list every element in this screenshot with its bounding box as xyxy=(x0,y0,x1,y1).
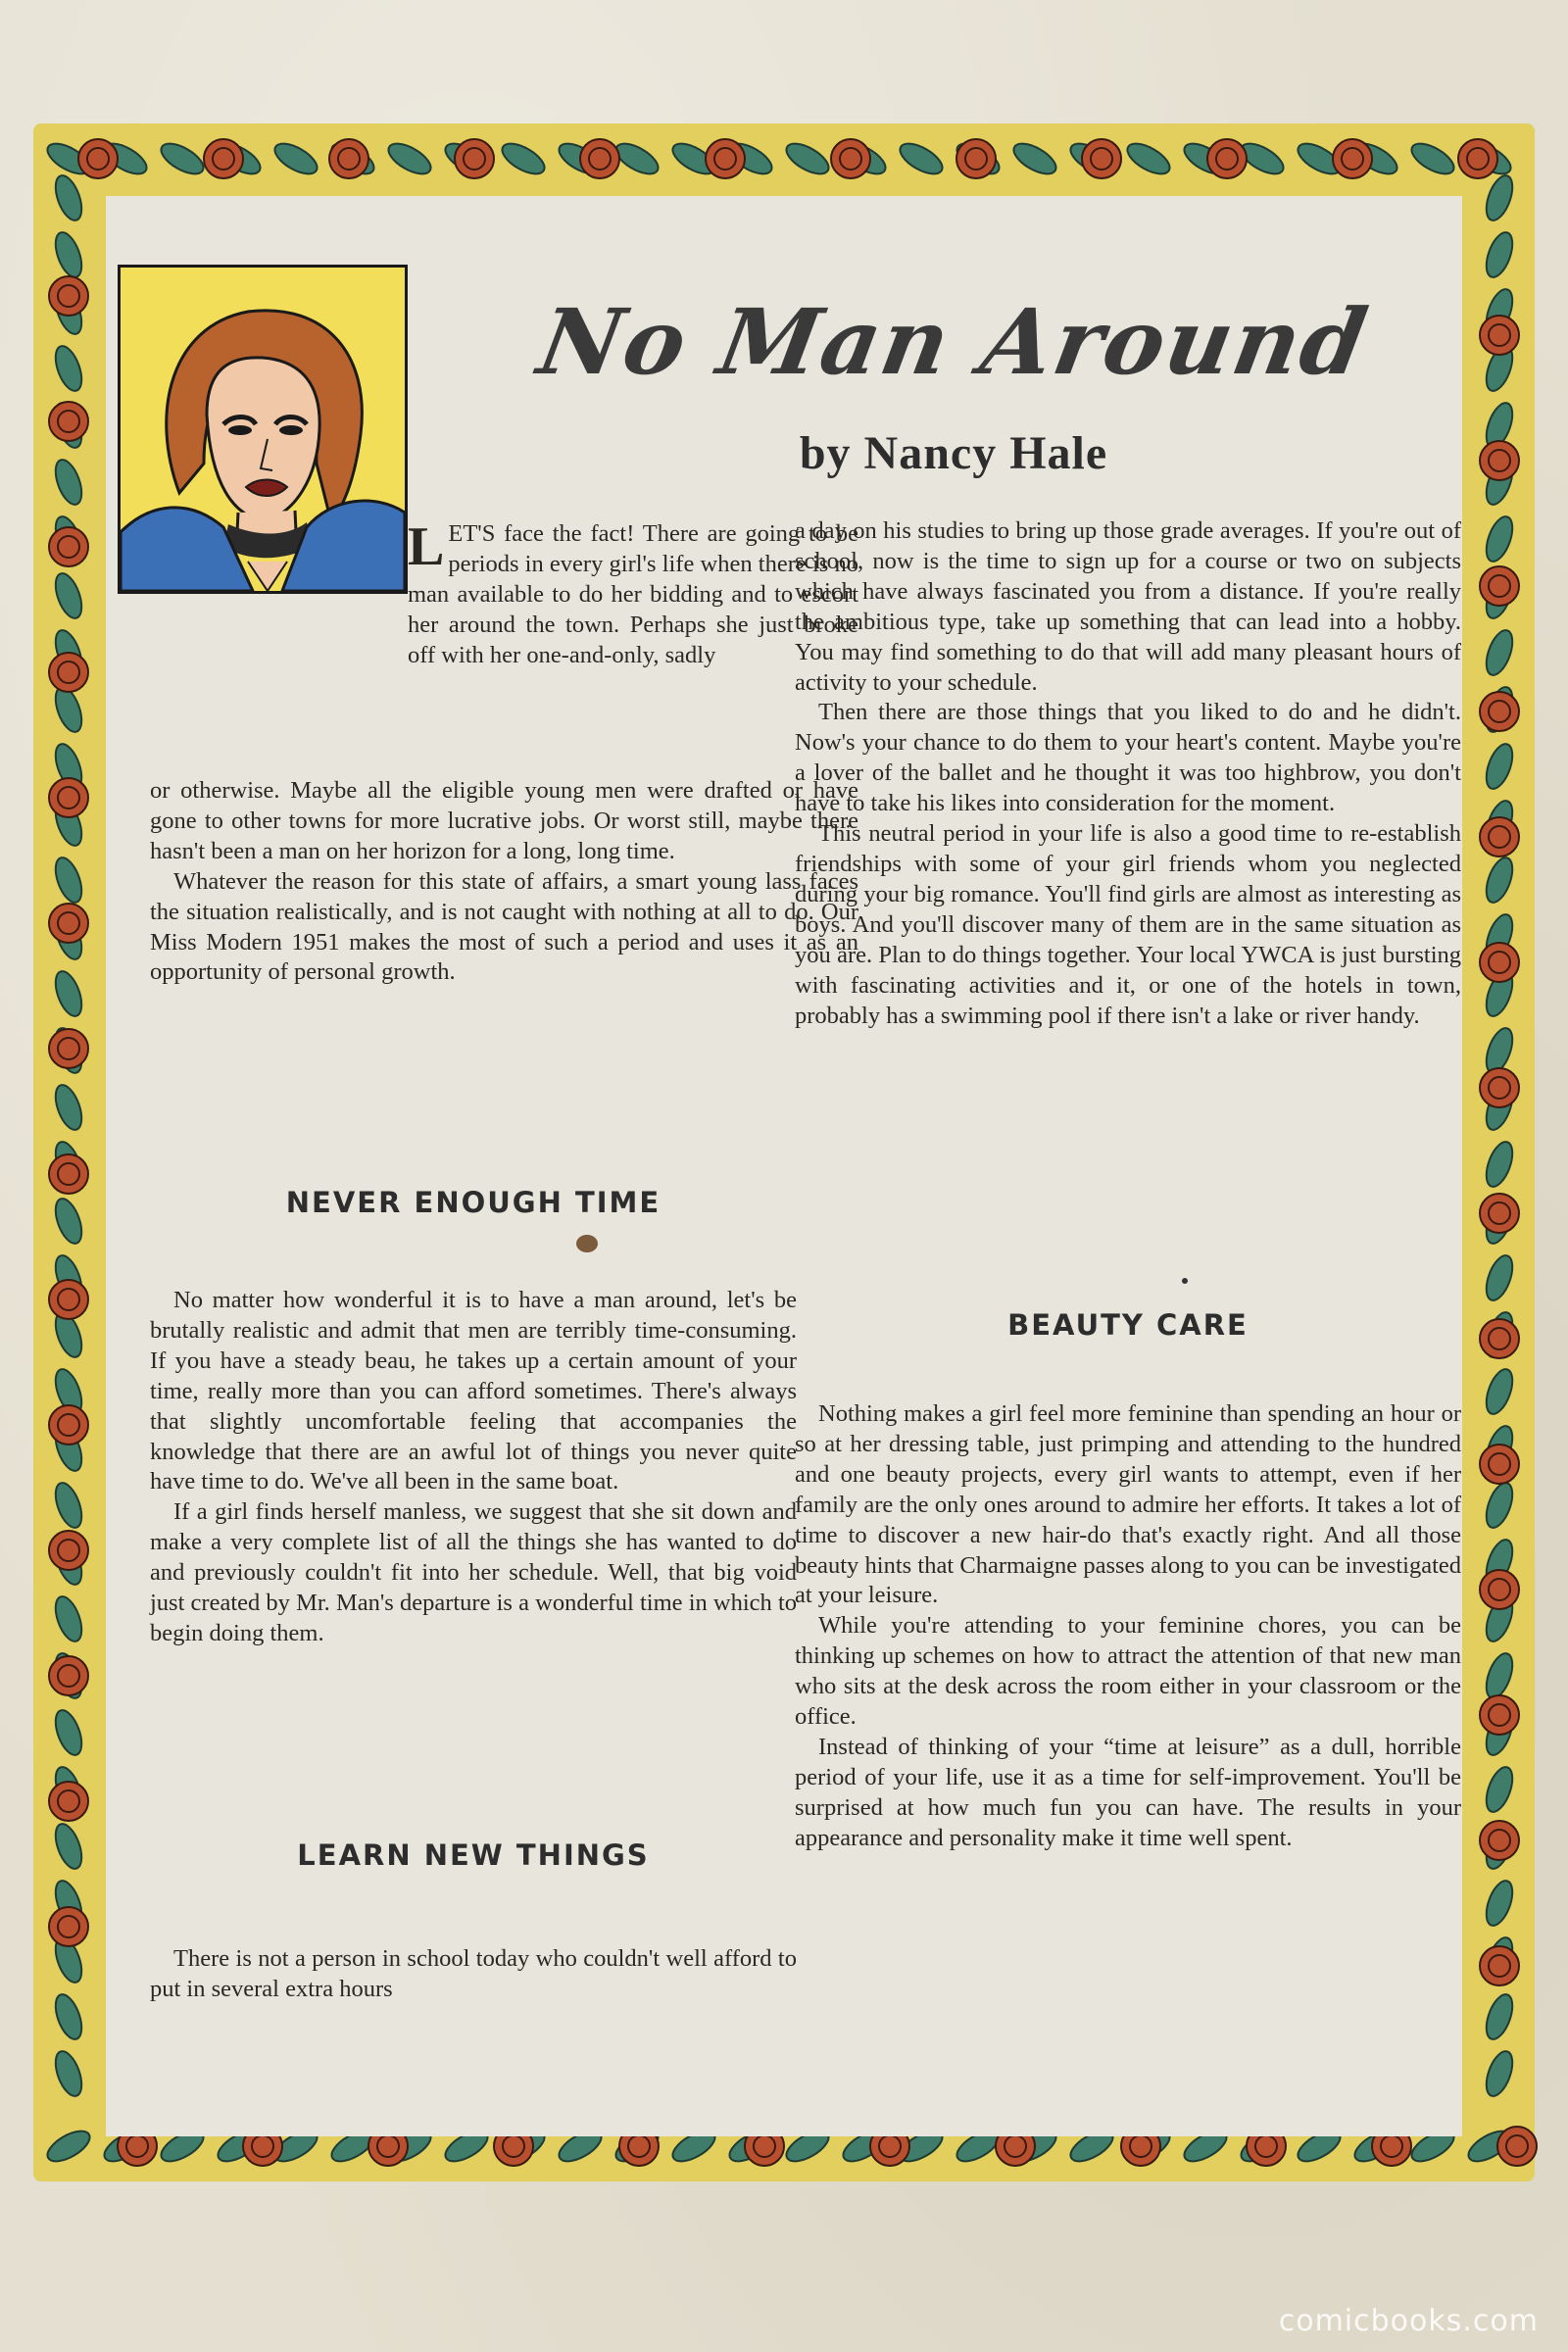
rose-icon xyxy=(49,276,88,316)
rose-icon xyxy=(78,139,118,178)
section1-paragraph-1: No matter how wonderful it is to have a man around, let's be brutally realistic and admit that men are terribly time-consuming. If you have a steady beau, he takes up a certain amount of your time, really more than you can afford sometimes. There's always that slightly uncomfortable feeling that accompanies the knowledge that there are an awful lot of things you never quite have time to do. We've all been in the same boat. xyxy=(150,1287,797,1495)
section2-paragraph-1: There is not a person in school today who couldn't well afford to put in several extra hours xyxy=(150,1945,797,2002)
rose-icon xyxy=(49,1907,88,1946)
rose-icon xyxy=(1480,1695,1519,1735)
rose-icon xyxy=(49,1154,88,1194)
article-title: No Man Around xyxy=(530,289,1377,395)
section-heading-beauty-care: BEAUTY CARE xyxy=(1007,1308,1249,1342)
rose-icon xyxy=(1480,441,1519,480)
section-learn-new-things-body xyxy=(150,1944,797,2005)
section1-paragraph-2: If a girl finds herself manless, we suggest that she sit down and make a very complete list of all the things she has wanted to do and previously couldn't fit into her schedule. Well, that big void just created by Mr. Man's departure is a wonderful time in which to begin doing them. xyxy=(150,1498,797,1646)
section-beauty-care-body xyxy=(795,1399,1461,1854)
rose-icon xyxy=(49,1656,88,1695)
rose-icon xyxy=(1082,139,1121,178)
rose-icon xyxy=(1480,943,1519,982)
rose-icon xyxy=(49,1029,88,1068)
site-watermark: comicbooks.com xyxy=(1278,2304,1539,2338)
rose-icon xyxy=(49,778,88,817)
rose-icon xyxy=(1480,1946,1519,1985)
rose-icon xyxy=(1480,1194,1519,1233)
rose-icon xyxy=(1480,1445,1519,1484)
rose-icon xyxy=(49,1782,88,1821)
section3-paragraph-3: Instead of thinking of your “time at leisure” as a dull, horrible period of your life, use it as a time for self-improvement. You'll be surprised at how much fun you can have. The results in your appearance and personality make it time well spent. xyxy=(795,1733,1461,1851)
left-column-lead xyxy=(150,776,858,988)
rose-icon xyxy=(1480,817,1519,857)
rose-icon xyxy=(1480,1319,1519,1358)
rose-icon xyxy=(455,139,494,178)
rose-icon xyxy=(1480,566,1519,606)
section-heading-learn-new-things: LEARN NEW THINGS xyxy=(297,1838,650,1872)
intro-text: ET'S face the fact! There are going to be periods in every girl's life when there is no man available to do her bidding and to escort her around the town. Perhaps she just broke off with her one-and-only, sadly xyxy=(408,520,858,668)
rose-icon xyxy=(1207,139,1247,178)
drop-cap: L xyxy=(408,516,445,577)
rose-icon xyxy=(1480,1821,1519,1860)
rose-icon xyxy=(49,1405,88,1445)
right-paragraph-3: This neutral period in your life is also a good time to re-establish friendships with some of your girl friends whom you neglected during your big romance. You'll find girls are almost as interesting as boys. And you'll discover many of them are in the same situation as you are. Plan to do things together. Your local YWCA is just bursting with fascinating activities and it, or one of the hotels in town, probably has a swimming pool if there isn't a lake or river handy. xyxy=(795,820,1461,1029)
rose-icon xyxy=(956,139,996,178)
rose-icon xyxy=(49,1531,88,1570)
section-heading-never-enough-time: NEVER ENOUGH TIME xyxy=(285,1186,662,1219)
article-byline: by Nancy Hale xyxy=(799,427,1108,479)
rose-icon xyxy=(580,139,619,178)
rose-icon xyxy=(204,139,243,178)
rose-icon xyxy=(49,904,88,943)
rose-icon xyxy=(329,139,368,178)
woman-portrait xyxy=(118,265,408,594)
rose-icon xyxy=(49,653,88,692)
rose-icon xyxy=(1497,2127,1537,2166)
article-panel xyxy=(106,196,1462,2136)
ink-spot xyxy=(576,1235,598,1252)
right-column-lead xyxy=(795,516,1461,1031)
rose-icon xyxy=(1480,1570,1519,1609)
section-never-enough-time-body xyxy=(150,1286,797,1649)
left-paragraph-2: Whatever the reason for this state of affairs, a smart young lass faces the situation realistically, and is not caught with nothing at all to do. Our Miss Modern 1951 makes the most of such a period and uses it as an opportunity of personal growth. xyxy=(150,867,858,986)
intro-paragraph xyxy=(408,516,858,671)
rose-icon xyxy=(49,1280,88,1319)
left-paragraph-1: or otherwise. Maybe all the eligible young men were drafted or have gone to other towns for more lucrative jobs. Or worst still, maybe there hasn't been a man on her horizon for a long, long time. xyxy=(150,777,858,864)
section3-paragraph-2: While you're attending to your feminine chores, you can be thinking up schemes on how to attract the attention of that new man who sits at the desk across the room either in your classroom or the office. xyxy=(795,1612,1461,1731)
rose-icon xyxy=(49,527,88,566)
rose-icon xyxy=(1333,139,1372,178)
rose-icon xyxy=(1480,692,1519,731)
right-paragraph-1: a day on his studies to bring up those grade averages. If you're out of school, now is the time to sign up for a course or two on subjects which have always fascinated you from a distance. If you're really the ambitious type, take up something that can lead into a hobby. You may find something to do that will add many pleasant hours of activity to your schedule. xyxy=(795,517,1461,696)
rose-icon xyxy=(49,402,88,441)
rose-icon xyxy=(831,139,870,178)
rose-icon xyxy=(1458,139,1497,178)
woman-portrait-illustration xyxy=(121,268,405,591)
section3-paragraph-1: Nothing makes a girl feel more feminine than spending an hour or so at her dressing table, just primping and attending to the hundred and one beauty projects, every girl wants to attempt, even if her family are the only ones around to admire her efforts. It takes a lot of time to discover a new hair-do that's exactly right. And all those beauty hints that Charmaigne passes along to you can be investigated at your leisure. xyxy=(795,1400,1461,1609)
rose-icon xyxy=(1480,1068,1519,1107)
right-paragraph-2: Then there are those things that you liked to do and he didn't. Now's your chance to do them to your heart's content. Maybe you're a lover of the ballet and he thought it was too highbrow, you don't have to take his likes into consideration for the moment. xyxy=(795,699,1461,817)
rose-icon xyxy=(706,139,745,178)
rose-icon xyxy=(1480,316,1519,355)
separator-dot xyxy=(1182,1278,1188,1284)
